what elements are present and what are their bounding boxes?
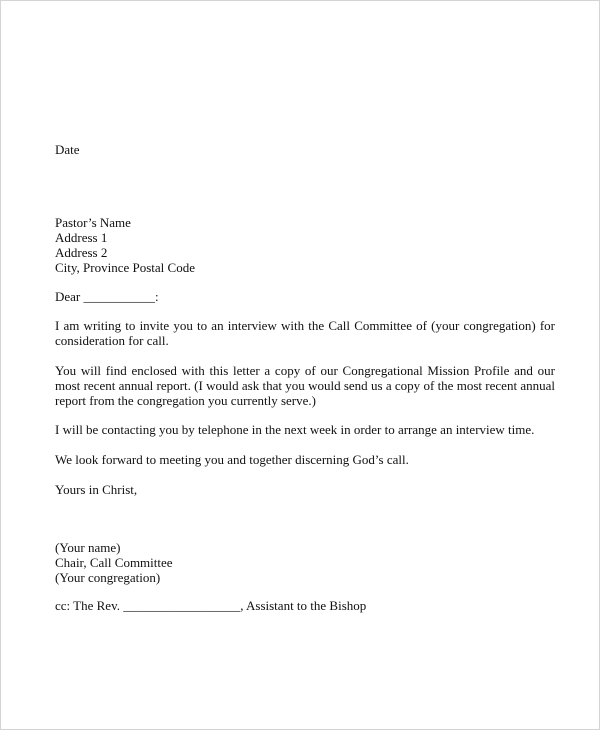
cc-line: cc: The Rev. __________________, Assistant to the Bishop [55,598,367,613]
paragraph-line: I am writing to invite you to an interview with the Call Committee of (your congregation) for [55,318,555,333]
recipient-name: Pastor’s Name [55,215,131,230]
signature-title: Chair, Call Committee [55,555,173,570]
recipient-city: City, Province Postal Code [55,260,195,275]
paragraph-line: report from the congregation you currently serve.) [55,393,316,408]
signature-congregation: (Your congregation) [55,570,161,585]
date-line: Date [55,142,80,157]
recipient-address-2: Address 2 [55,245,108,260]
closing: Yours in Christ, [55,482,138,497]
recipient-address-1: Address 1 [55,230,108,245]
paragraph-line: consideration for call. [55,333,169,348]
paragraph-enclosures [55,363,555,408]
paragraph-closing-remark: We look forward to meeting you and together discerning God’s call. [55,452,409,467]
paragraph-invitation [55,318,555,348]
signature-name: (Your name) [55,540,121,555]
salutation: Dear ___________: [55,289,159,304]
paragraph-contact: I will be contacting you by telephone in the next week in order to arrange an interview time. [55,422,535,437]
paragraph-line: most recent annual report. (I would ask that you would send us a copy of the most recent annual [55,378,555,393]
paragraph-line: You will find enclosed with this letter a copy of our Congregational Mission Profile and our [55,363,555,378]
